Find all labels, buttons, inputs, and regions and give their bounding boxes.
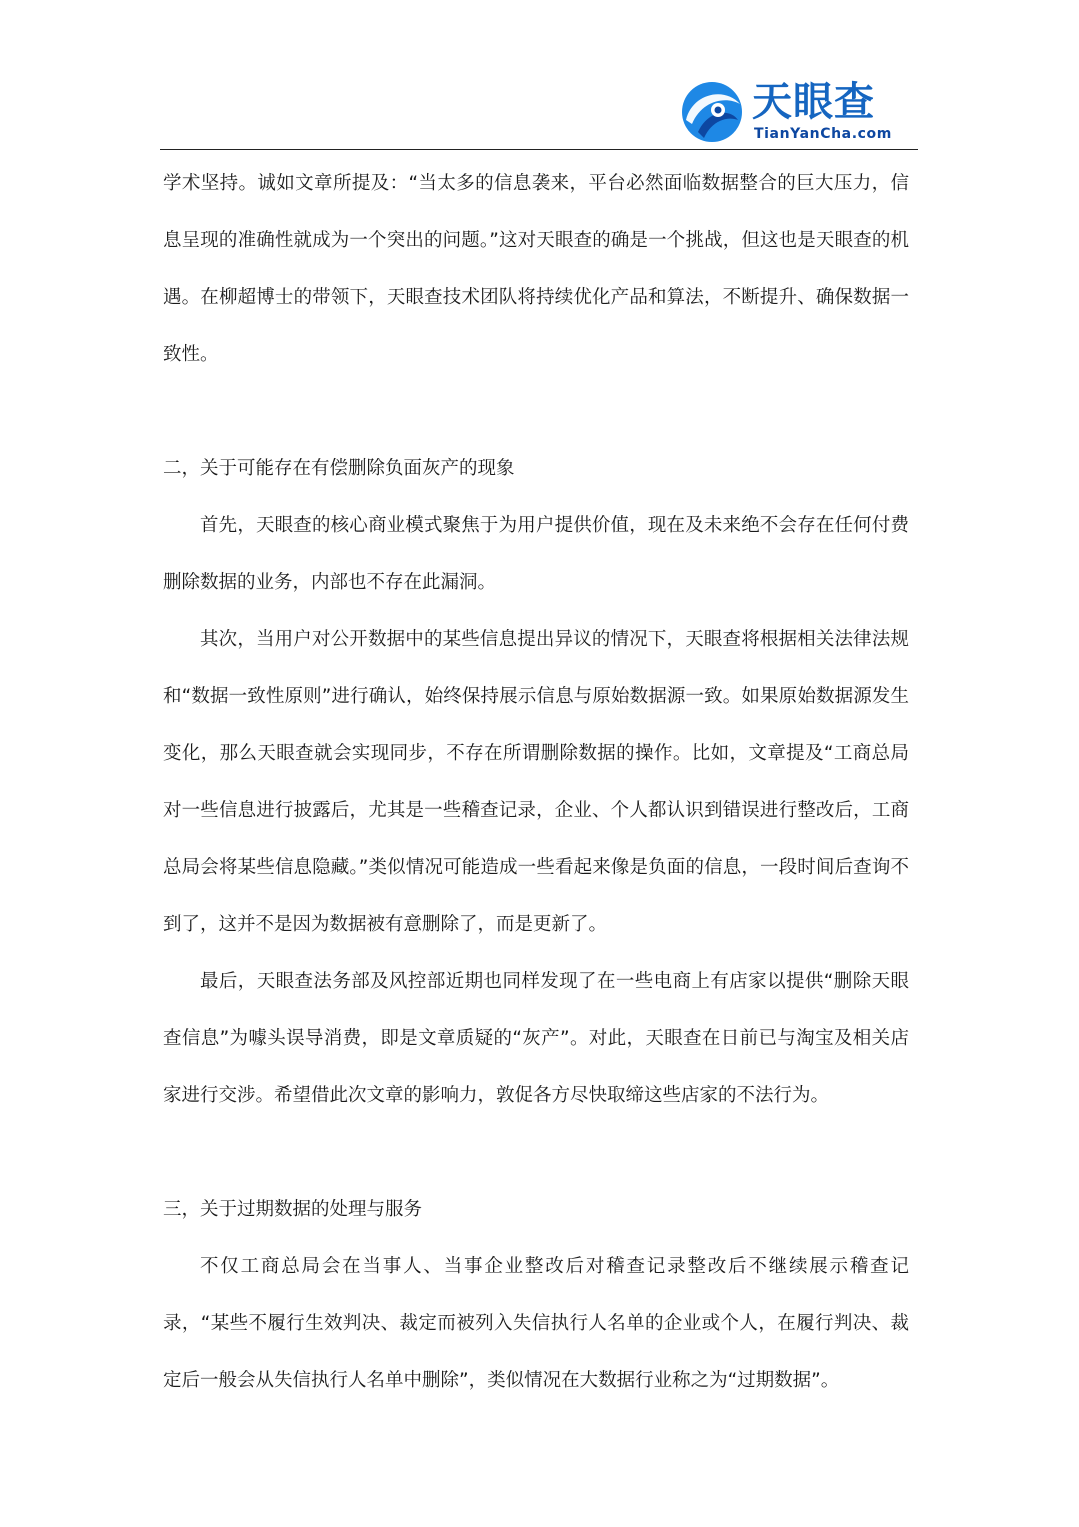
paragraph-4: 最后，天眼查法务部及风控部近期也同样发现了在一些电商上有店家以提供“删除天眼查信息”为噱头误导消费，即是文章质疑的“灰产”。对此，天眼查在日前已与淘宝及相关店家进行交涉。希望借此次文章的影响力，敦促各方尽快取缔这些店家的不法行为。 bbox=[163, 971, 909, 1106]
paragraph-3: 其次，当用户对公开数据中的某些信息提出异议的情况下，天眼查将根据相关法律法规和“数据一致性原则”进行确认，始终保持展示信息与原始数据源一致。如果原始数据源发生变化，那么天眼查就会实现同步，不存在所谓删除数据的操作。比如，文章提及“工商总局对一些信息进行披露后，尤其是一些稽查记录，企业、个人都认识到错误进行整改后，工商总局会将某些信息隐藏。”类似情况可能造成一些看起来像是负面的信息，一段时间后查询不到了，这并不是因为数据被有意删除了，而是更新了。 bbox=[163, 629, 909, 935]
section-heading-2: 二，关于可能存在有偿删除负面灰产的现象 bbox=[163, 458, 515, 479]
spacer bbox=[163, 383, 909, 440]
paragraph-1: 学术坚持。诚如文章所提及：“当太多的信息袭来，平台必然面临数据整合的巨大压力，信息呈现的准确性就成为一个突出的问题。”这对天眼查的确是一个挑战，但这也是天眼查的机遇。在柳超博士的带领下，天眼查技术团队将持续优化产品和算法，不断提升、确保数据一致性。 bbox=[163, 173, 909, 365]
logo-chinese-text: 天眼查 bbox=[752, 79, 875, 125]
paragraph-2: 首先，天眼查的核心商业模式聚焦于为用户提供价值，现在及未来绝不会存在任何付费删除数据的业务，内部也不存在此漏洞。 bbox=[163, 515, 909, 593]
tianyancha-logo[interactable] bbox=[678, 77, 910, 147]
logo-english-text: TianYanCha.com bbox=[754, 126, 892, 142]
tianyancha-logo-icon bbox=[678, 80, 746, 144]
section-heading-3: 三，关于过期数据的处理与服务 bbox=[163, 1199, 423, 1220]
document-body bbox=[163, 155, 909, 1409]
spacer bbox=[163, 1124, 909, 1181]
paragraph-5: 不仅工商总局会在当事人、当事企业整改后对稽查记录整改后不继续展示稽查记录，“某些不履行生效判决、裁定而被列入失信执行人名单的企业或个人，在履行判决、裁定后一般会从失信执行人名单中删除”，类似情况在大数据行业称之为“过期数据”。 bbox=[163, 1256, 909, 1391]
header-divider bbox=[160, 149, 918, 150]
page-header bbox=[160, 72, 918, 152]
